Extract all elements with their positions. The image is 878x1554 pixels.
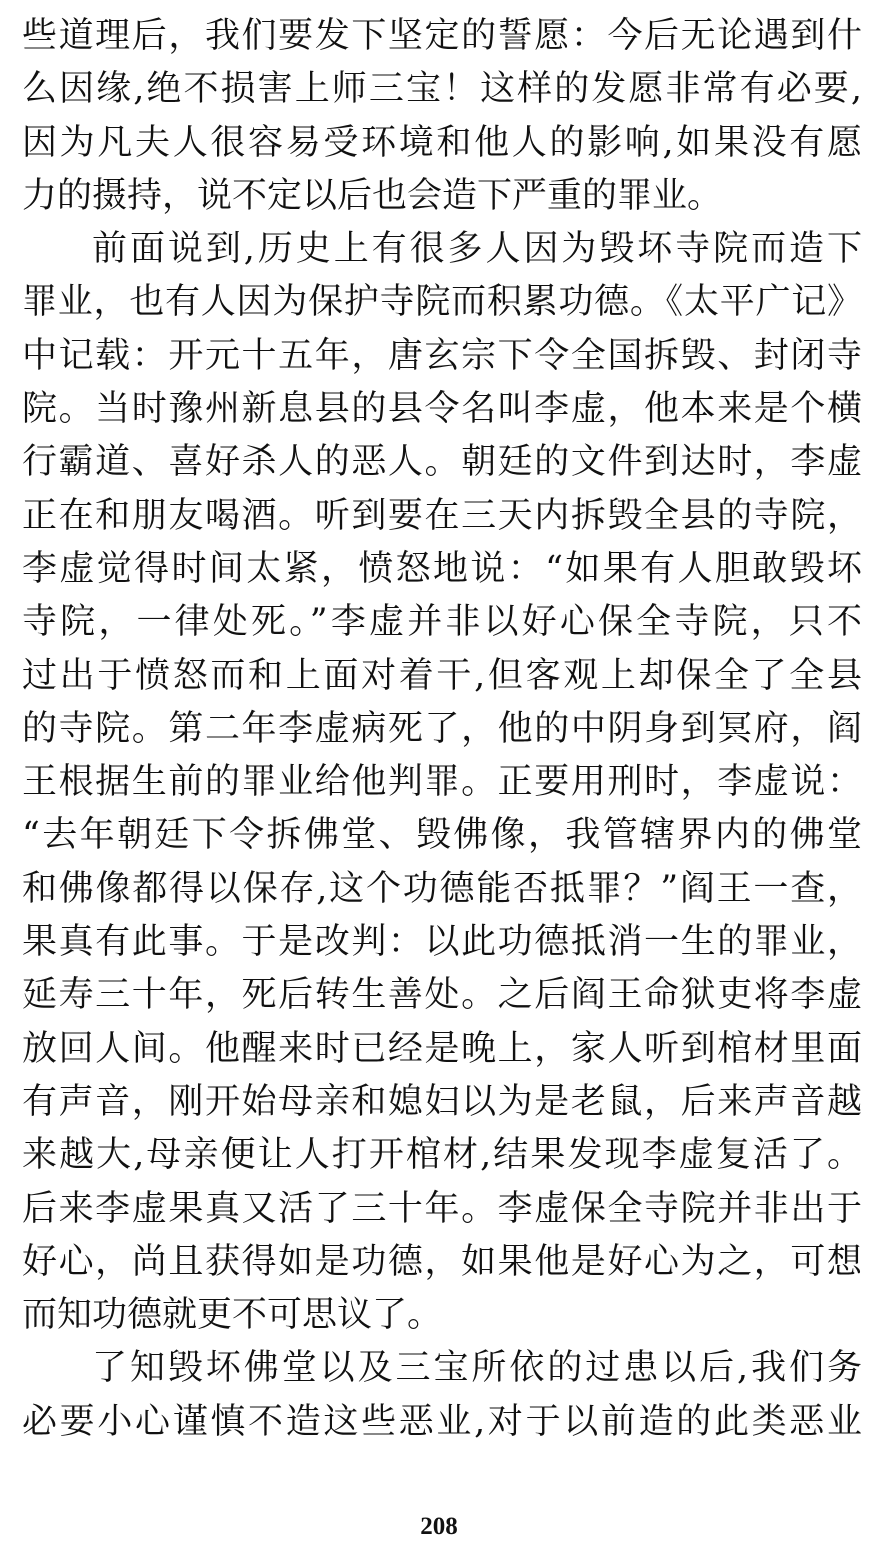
text-line: 放回人间。他醒来时已经是晚上，家人听到棺材里面: [22, 1028, 862, 1069]
text-line: 么因缘,绝不损害上师三宝！这样的发愿非常有必要,: [22, 69, 862, 110]
text-line: 正在和朋友喝酒。听到要在三天内拆毁全县的寺院，: [22, 495, 862, 536]
page-body: [22, 10, 862, 1449]
paragraph-3: [22, 1342, 862, 1449]
text-line: 过出于愤怒而和上面对着干,但客观上却保全了全县: [22, 655, 862, 696]
text-line: 延寿三十年，死后转生善处。之后阎王命狱吏将李虚: [22, 975, 862, 1016]
text-line: 李虚觉得时间太紧，愤怒地说：“如果有人胆敢毁坏: [22, 548, 862, 589]
text-line: 的寺院。第二年李虚病死了，他的中阴身到冥府，阎: [22, 708, 862, 749]
text-line: 力的摄持，说不定以后也会造下严重的罪业。: [22, 175, 723, 216]
text-line: 寺院，一律处死。”李虚并非以好心保全寺院，只不: [22, 602, 862, 643]
text-line: 些道理后，我们要发下坚定的誓愿：今后无论遇到什: [22, 16, 862, 56]
text-line: 必要小心谨慎不造这些恶业,对于以前造的此类恶业: [22, 1401, 862, 1442]
paragraph-2: [22, 223, 862, 1342]
paragraph-1: [22, 10, 862, 223]
text-line: 而知功德就更不可思议了。: [22, 1295, 443, 1336]
text-line: 和佛像都得以保存,这个功德能否抵罪？”阎王一查，: [22, 868, 862, 909]
text-line: 王根据生前的罪业给他判罪。正要用刑时，李虚说：: [22, 762, 862, 803]
text-line: 有声音，刚开始母亲和媳妇以为是老鼠，后来声音越: [22, 1081, 862, 1122]
text-line: 行霸道、喜好杀人的恶人。朝廷的文件到达时，李虚: [22, 442, 862, 483]
text-line: “去年朝廷下令拆佛堂、毁佛像，我管辖界内的佛堂: [22, 815, 862, 856]
page-number: 208: [420, 1513, 458, 1540]
text-line: 后来李虚果真又活了三十年。李虚保全寺院并非出于: [22, 1188, 862, 1229]
text-line: 院。当时豫州新息县的县令名叫李虚，他本来是个横: [22, 389, 862, 430]
text-line: 了知毁坏佛堂以及三宝所依的过患以后,我们务: [92, 1348, 862, 1389]
text-line: 好心，尚且获得如是功德，如果他是好心为之，可想: [22, 1241, 862, 1282]
text-line: 因为凡夫人很容易受环境和他人的影响,如果没有愿: [22, 122, 862, 163]
text-line: 中记载：开元十五年，唐玄宗下令全国拆毁、封闭寺: [22, 335, 862, 376]
text-line: 来越大,母亲便让人打开棺材,结果发现李虚复活了。: [22, 1135, 862, 1176]
text-line: 果真有此事。于是改判：以此功德抵消一生的罪业，: [22, 922, 862, 963]
text-line: 罪业，也有人因为保护寺院而积累功德。《太平广记》: [22, 282, 862, 323]
text-line: 前面说到,历史上有很多人因为毁坏寺院而造下: [92, 229, 862, 270]
